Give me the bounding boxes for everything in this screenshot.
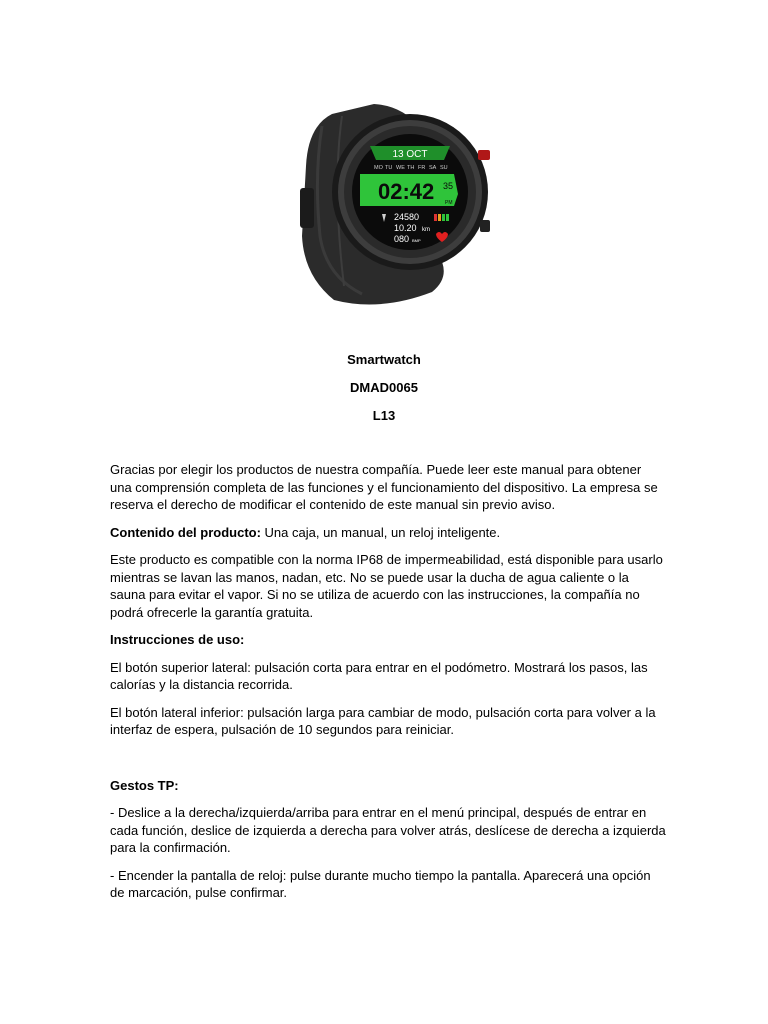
doc-title-variant: L13	[372, 408, 396, 423]
svg-text:WE: WE	[396, 165, 405, 171]
watch-ampm: PM	[445, 200, 453, 206]
instructions-heading: Instrucciones de uso:	[110, 632, 245, 647]
watch-distance: 10.20	[394, 223, 417, 233]
waterproof-paragraph: Este producto es compatible con la norma IP68 de impermeabilidad, está disponible para usarlo mientras se lavan las manos, nadan, etc. No se puede usar la ducha de agua caliente o la sauna para evitar el vapor. Si no se utiliza de acuerdo con las instrucciones, la compañía no podrá ofrecerle la garantía gratuita.	[110, 552, 663, 620]
crown-button-top	[478, 150, 490, 160]
contents-paragraph	[110, 524, 666, 542]
svg-text:MO: MO	[374, 165, 383, 171]
svg-text:TU: TU	[385, 165, 393, 171]
smartwatch-product-image	[262, 86, 502, 314]
doc-title-model: DMAD0065	[350, 380, 418, 395]
svg-text:TH: TH	[407, 165, 415, 171]
watch-heart-unit: BMP	[412, 238, 421, 243]
watch-seconds: 35	[443, 181, 454, 191]
watch-distance-unit: km	[422, 227, 430, 233]
svg-text:FR: FR	[418, 165, 426, 171]
doc-title-product: Smartwatch	[347, 352, 421, 367]
watch-date: 13 OCT	[392, 149, 428, 160]
watch-time: 02:42	[378, 179, 435, 204]
button-upper-paragraph: El botón superior lateral: pulsación corta para entrar en el podómetro. Mostrará los pasos, las calorías y la distancia recorrida.	[110, 659, 648, 692]
contents-text: Una caja, un manual, un reloj inteligente.	[260, 524, 501, 540]
crown-button-bottom	[480, 220, 490, 232]
intro-paragraph: Gracias por elegir los productos de nuestra compañía. Puede leer este manual para obtener una comprensión completa de las funciones y el funcionamiento del dispositivo. La empresa se reserva el derecho de modificar el contenido de este manual sin previo aviso.	[110, 462, 658, 512]
gesture-screen-paragraph: - Encender la pantalla de reloj: pulse durante mucho tiempo la pantalla. Aparecerá una opción de marcación, pulse confirmar.	[110, 867, 651, 900]
gesture-swipe-paragraph: - Deslice a la derecha/izquierda/arriba para entrar en el menú principal, después de entrar en cada función, deslice de izquierda a derecha para volver atrás, deslícese de derecha a izquierda para la confirmación.	[110, 805, 666, 855]
spacer	[110, 749, 666, 777]
contents-label: Contenido del producto:	[110, 524, 261, 540]
button-lower-paragraph: El botón lateral inferior: pulsación larga para cambiar de modo, pulsación corta para volver a la interfaz de espera, pulsación de 10 segundos para reiniciar.	[110, 704, 656, 737]
svg-text:SU: SU	[440, 165, 448, 171]
svg-text:SA: SA	[429, 165, 437, 171]
document-body	[110, 461, 666, 912]
gestures-heading: Gestos TP:	[110, 777, 179, 793]
watch-steps: 24580	[394, 212, 420, 222]
watch-heart-rate: 080	[394, 234, 410, 244]
